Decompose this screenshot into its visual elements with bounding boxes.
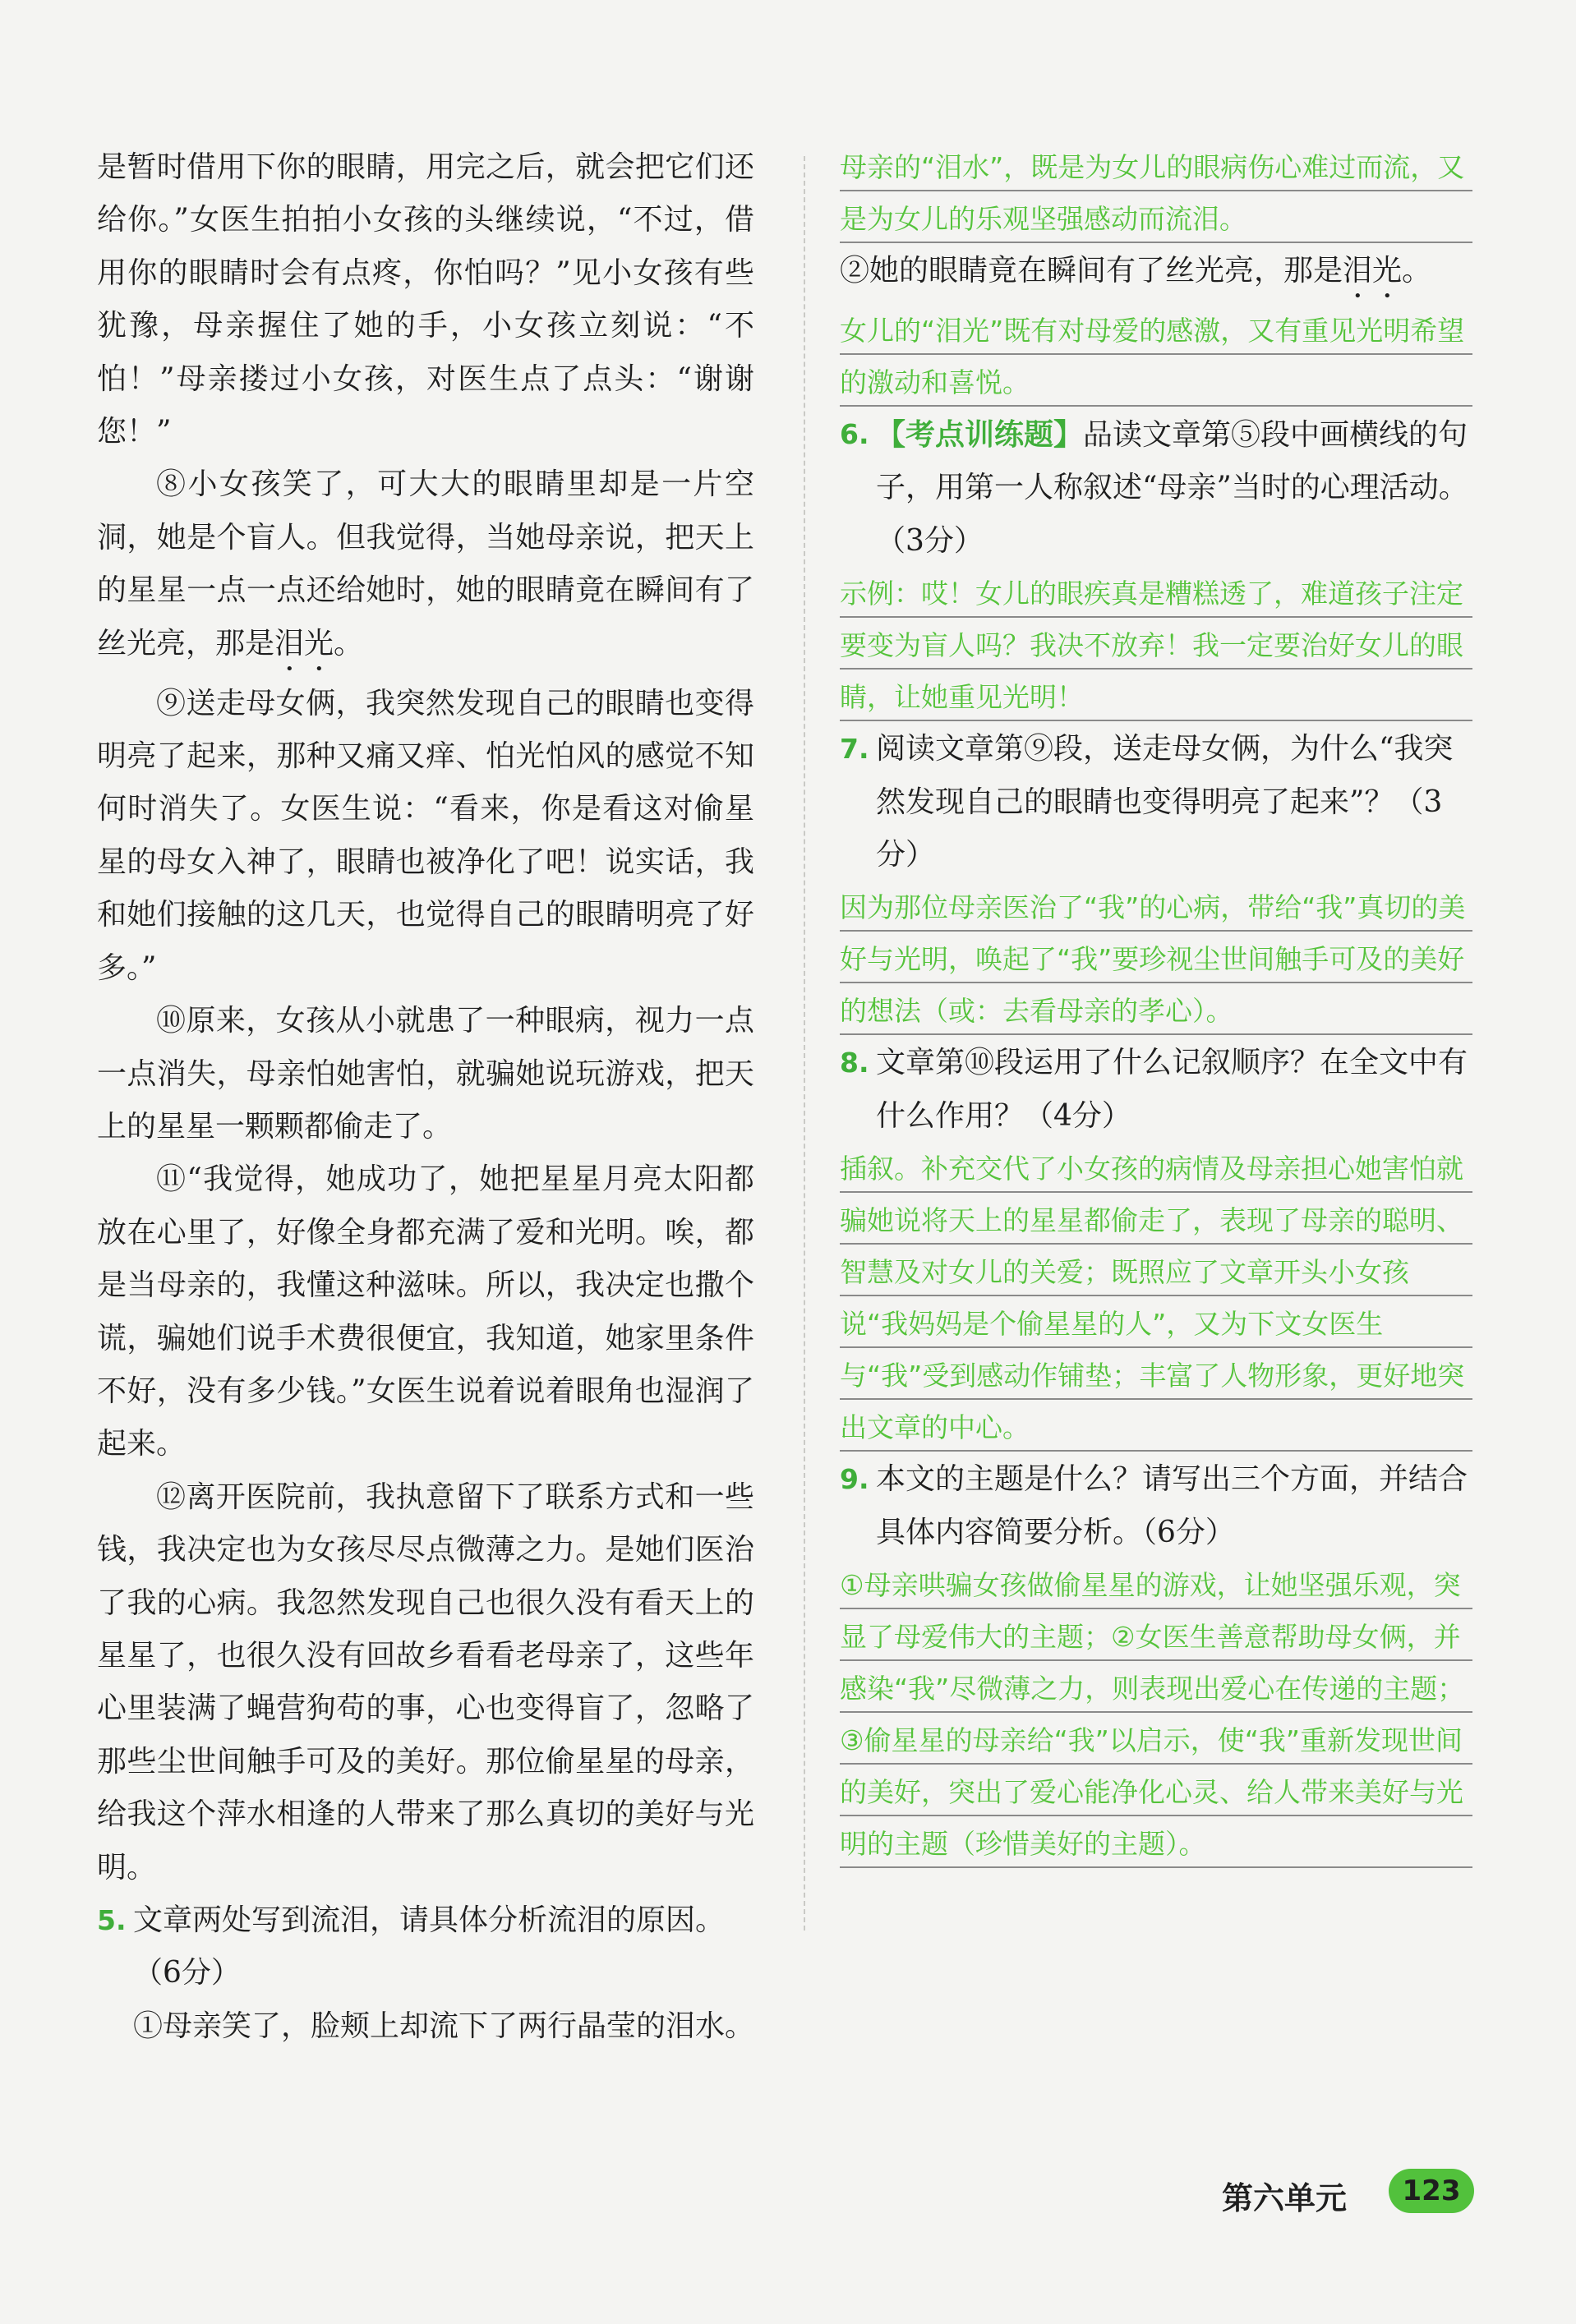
question-5-sub-1: ①母亲笑了，脸颊上却流下了两行晶莹的泪水。 — [133, 2009, 755, 2043]
story-paragraph-8 — [97, 458, 754, 677]
column-divider — [804, 156, 805, 1931]
story-paragraph-11: ⑪“我觉得，她成功了，她把星星月亮太阳都放在心里了，好像全身都充满了爱和光明。唉，都是当母亲的，我懂这种滋味。所以，我决定也撒个谎，骗她们说手术费很便宜，我知道，她家里条件不好，没有多少钱。”女医生说着说着眼角也湿润了起来。 — [97, 1162, 754, 1461]
question-9-number: 9. — [840, 1463, 869, 1496]
question-5-answer-1: 母亲的“泪水”，既是为女儿的眼病伤心难过而流，又是为女儿的乐观坚强感动而流泪。 — [840, 141, 1472, 245]
left-column — [97, 141, 754, 2053]
question-6-number: 6. — [840, 418, 869, 450]
question-5 — [97, 1894, 754, 2000]
p8-emphasis: 泪光 — [274, 626, 334, 660]
page-number-badge: 123 — [1389, 2169, 1474, 2213]
question-8-text: 文章第⑩段运用了什么记叙顺序？在全文中有什么作用？（4分） — [876, 1046, 1468, 1133]
q5-sub2-text: ②她的眼睛竟在瞬间有了丝光亮，那是 — [840, 254, 1343, 288]
p8-text: ⑧小女孩笑了，可大大的眼睛里却是一片空洞，她是个盲人。但我觉得，当她母亲说，把天上的星星一点一点还给她时，她的眼睛竟在瞬间有了丝光亮，那是 — [97, 467, 754, 660]
question-5-sub-2 — [840, 245, 1472, 305]
question-7-text: 阅读文章第⑨段，送走母女俩，为什么“我突然发现自己的眼睛也变得明亮了起来”？（3分） — [876, 732, 1454, 872]
question-8-number: 8. — [840, 1047, 869, 1079]
p8-end: 。 — [334, 626, 364, 660]
question-5-text: 文章两处写到流泪，请具体分析流泪的原因。（6分） — [133, 1903, 726, 1990]
story-paragraph-10: ⑩原来，女孩从小就患了一种眼病，视力一点一点消失，母亲怕她害怕，就骗她说玩游戏，把天上的星星一颗颗都偷走了。 — [97, 1004, 754, 1144]
story-paragraph-9: ⑨送走母女俩，我突然发现自己的眼睛也变得明亮了起来，那种又痛又痒、怕光怕风的感觉不知何时消失了。女医生说：“看来，你是看这对偷星星的母女入神了，眼睛也被净化了吧！说实话，我和她们接触的这几天，也觉得自己的眼睛明亮了好多。” — [97, 686, 754, 985]
right-column — [840, 141, 1472, 1870]
unit-label: 第六单元 — [1222, 2180, 1348, 2216]
question-6 — [840, 408, 1472, 568]
question-6-tag: 【考点训练题】 — [876, 417, 1084, 452]
question-6-text: 品读文章第⑤段中画横线的句子，用第一人称叙述“母亲”当时的心理活动。（3分） — [876, 418, 1468, 558]
story-paragraph-continued: 是暂时借用下你的眼睛，用完之后，就会把它们还给你。”女医生拍拍小女孩的头继续说，“不过，借用你的眼睛时会有点疼，你怕吗？”见小女孩有些犹豫，母亲握住了她的手，小女孩立刻说：“不怕！”母亲搂过小女孩，对医生点了点头：“谢谢您！” — [97, 150, 754, 449]
q5-sub2-emphasis: 泪光 — [1343, 254, 1403, 288]
question-7-number: 7. — [840, 733, 869, 766]
story-paragraph-12: ⑫离开医院前，我执意留下了联系方式和一些钱，我决定也为女孩尽尽点微薄之力。是她们医治了我的心病。我忽然发现自己也很久没有看天上的星星了，也很久没有回故乡看看老母亲了，这些年心里装满了蝇营狗苟的事，心也变得盲了，忽略了那些尘世间触手可及的美好。那位偷星星的母亲，给我这个萍水相逢的人带来了那么真切的美好与光明。 — [97, 1480, 754, 1885]
question-9 — [840, 1453, 1472, 1559]
question-5-answer-2: 女儿的“泪光”既有对母爱的感激，又有重见光明希望的激动和喜悦。 — [840, 305, 1472, 408]
question-8 — [840, 1037, 1472, 1143]
q5-sub2-end: 。 — [1402, 254, 1432, 288]
question-7 — [840, 723, 1472, 881]
question-9-text: 本文的主题是什么？请写出三个方面，并结合具体内容简要分析。（6分） — [876, 1462, 1468, 1549]
question-5-number: 5. — [97, 1904, 127, 1936]
question-7-answer: 因为那位母亲医治了“我”的心病，带给“我”真切的美好与光明，唤起了“我”要珍视尘世间触手可及的美好的想法（或：去看母亲的孝心）。 — [840, 881, 1472, 1037]
question-6-answer: 示例：哎！女儿的眼疾真是糟糕透了，难道孩子注定要变为盲人吗？我决不放弃！我一定要治好女儿的眼睛，让她重见光明！ — [840, 568, 1472, 723]
question-9-answer: ①母亲哄骗女孩做偷星星的游戏，让她坚强乐观，突显了母爱伟大的主题；②女医生善意帮助母女俩，并感染“我”尽微薄之力，则表现出爱心在传递的主题；③偷星星的母亲给“我”以启示，使“我”重新发现世间的美好，突出了爱心能净化心灵、给人带来美好与光明的主题（珍惜美好的主题）。 — [840, 1559, 1472, 1870]
question-8-answer: 插叙。补充交代了小女孩的病情及母亲担心她害怕就骗她说将天上的星星都偷走了，表现了母亲的聪明、智慧及对女儿的关爱；既照应了文章开头小女孩说“我妈妈是个偷星星的人”，又为下文女医生与“我”受到感动作铺垫；丰富了人物形象，更好地突出文章的中心。 — [840, 1143, 1472, 1453]
